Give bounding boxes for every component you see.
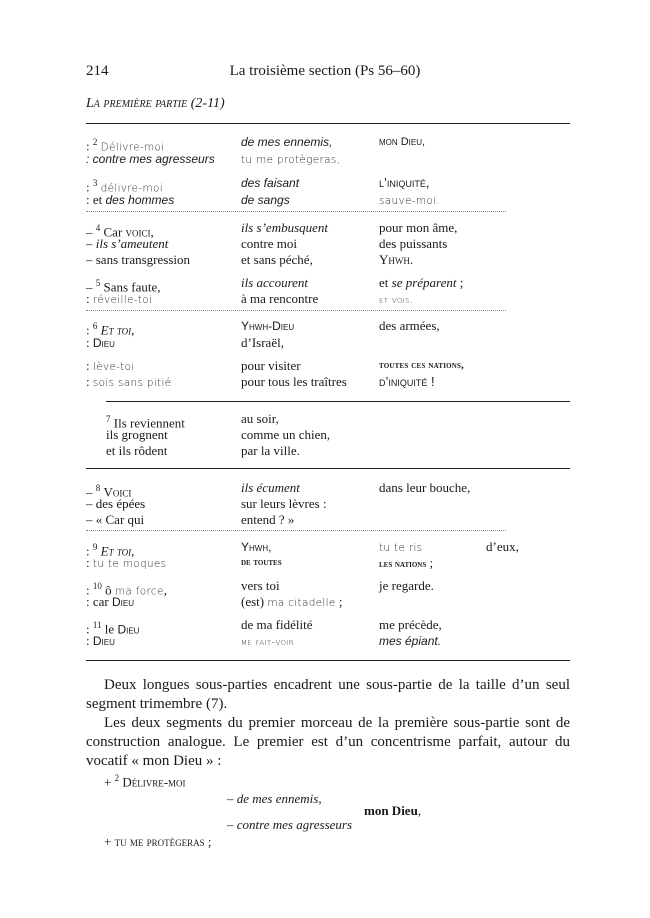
verse-8-col2: ils écument	[241, 480, 300, 495]
cell-text: Ils reviennent	[113, 415, 185, 431]
cell-text: Dieu	[117, 622, 140, 637]
example-line-5	[104, 834, 211, 850]
verse-number: 6	[92, 321, 98, 331]
verse-7b-col1: ils grognent	[106, 427, 168, 442]
row-marker: :	[86, 543, 93, 559]
cell-text: ma force	[114, 585, 164, 598]
paragraph: Deux longues sous-parties encadrent une sous-partie de la taille d’un seul segment trimembre (7).	[86, 677, 570, 712]
verse-3b-col2: de sangs	[241, 193, 290, 207]
cell-text: ma citadelle	[267, 597, 336, 609]
row-marker: +	[104, 774, 115, 790]
row-marker: :	[86, 555, 93, 570]
verse-6d-col3: d’iniquité !	[379, 374, 435, 389]
verse-4b-col3: des puissants	[379, 236, 448, 251]
verse-3-col3: l’iniquité,	[379, 175, 430, 190]
cell-text: tu me protègeras	[114, 834, 205, 849]
verse-3b-col1	[86, 192, 174, 208]
verse-4b-col2: contre moi	[241, 236, 297, 251]
cell-text: se préparent	[391, 275, 457, 290]
cell-text: le	[104, 621, 118, 637]
verse-4b-col1: – ils s’ameutent	[86, 236, 169, 251]
verse-4c-col3: Yhwh.	[379, 252, 414, 267]
verse-11b-col2: me fait-voir	[241, 636, 294, 648]
verse-6c-col1	[86, 358, 135, 375]
verse-9b-col2: de toutes	[241, 557, 282, 568]
commentary-text	[86, 676, 570, 771]
cell-text: Dieu	[92, 336, 115, 350]
verse-8c-col2: entend ? »	[241, 512, 295, 527]
verse-10-col2: vers toi	[241, 578, 280, 593]
verse-9b-col1	[86, 555, 166, 572]
verse-9b-col3	[379, 555, 433, 573]
verse-3-col2: des faisant	[241, 176, 300, 190]
cell-text: des hommes	[105, 193, 175, 207]
cell-text: les nations	[379, 559, 427, 570]
verse-6d-col2: pour tous les traîtres	[241, 374, 347, 389]
table-top-rule	[86, 123, 570, 124]
cell-text: sois sans pitié	[92, 377, 172, 389]
verse-10b-col2	[241, 594, 343, 611]
running-title: La troisième section (Ps 56–60)	[229, 63, 421, 79]
row-marker: :	[86, 374, 93, 389]
verse-10b-col1	[86, 594, 134, 610]
dotted-separator	[86, 310, 506, 311]
cell-text: voici,	[125, 224, 154, 240]
verse-4-col2: ils s’embusquent	[241, 220, 329, 235]
verse-7c-col2: par la ville.	[241, 443, 300, 458]
verse-8-col3: dans leur bouche,	[379, 480, 471, 495]
verse-7c-col1: et ils rôdent	[106, 443, 168, 458]
cell-text: ;	[335, 594, 343, 609]
cell-text: ;	[426, 555, 434, 570]
verse-5-col2: ils accourent	[241, 275, 309, 290]
row-marker: :	[86, 179, 93, 195]
row-marker: :	[86, 358, 93, 373]
example-line-1	[104, 773, 186, 790]
verse-7b-col2: comme un chien,	[241, 427, 331, 442]
verse-8c-col1: – « Car qui	[86, 512, 145, 527]
cell-text: lève-toi	[92, 361, 135, 373]
verse-2-col3: mon Dieu,	[379, 136, 426, 148]
row-marker: :	[86, 335, 93, 350]
cell-text: ,	[417, 803, 422, 818]
verse-9-col2: Yhwh,	[241, 540, 272, 554]
row-marker: +	[104, 834, 115, 849]
row-marker: : car	[86, 594, 112, 609]
verse-8b-col2: sur leurs lèvres :	[241, 496, 327, 511]
cell-text: Dieu	[92, 634, 115, 648]
row-marker: :	[86, 582, 93, 598]
page-number: 214	[86, 63, 109, 79]
verse-2-col2: de mes ennemis,	[241, 135, 333, 149]
cell-text: Et toi,	[100, 543, 135, 559]
paragraph: Les deux segments du premier morceau de la première sous-partie sont de construction analogue. Le premier est d’un concentrisme parfait, autour du vocatif « mon Dieu » :	[86, 715, 570, 769]
verse-number: 8	[95, 483, 101, 493]
verse-2b-col1: : contre mes agresseurs	[86, 152, 215, 166]
verse-8b-col1: – des épées	[86, 496, 146, 511]
verse-11b-col1	[86, 633, 115, 649]
verse-9-col3: tu te ris	[379, 542, 423, 554]
middle-section-top-rule	[106, 401, 570, 402]
row-marker: :	[86, 138, 93, 154]
verse-number: 2	[114, 773, 120, 783]
row-marker: –	[86, 484, 96, 500]
verse-4c-col1: – sans transgression	[86, 252, 190, 267]
cell-text: ;	[456, 275, 464, 290]
part-title: La première partie (2-11)	[86, 96, 225, 111]
cell-text: Dieu	[111, 595, 134, 609]
cell-text: Délivre-moi	[122, 774, 186, 790]
cell-text: mon Dieu	[364, 803, 418, 818]
cell-text: réveille-toi	[92, 294, 153, 306]
middle-section-bottom-rule	[86, 468, 570, 469]
verse-4c-col2: et sans péché,	[241, 252, 313, 267]
verse-11-col3: me précède,	[379, 617, 442, 632]
table-bottom-rule	[86, 660, 570, 661]
verse-6b-col1	[86, 335, 115, 351]
verse-5b-col2: à ma rencontre	[241, 291, 319, 306]
verse-6c-col2: pour visiter	[241, 358, 301, 373]
cell-text: Et toi,	[100, 322, 135, 338]
verse-6d-col1	[86, 374, 171, 391]
verse-number: 10	[92, 581, 102, 591]
cell-text: (est)	[241, 594, 268, 609]
cell-text: et	[379, 275, 392, 290]
row-marker: :	[86, 291, 93, 306]
verse-number: 3	[92, 178, 98, 188]
verse-5-col3	[379, 275, 463, 291]
row-marker: :	[86, 322, 93, 338]
verse-4-col3: pour mon âme,	[379, 220, 458, 235]
verse-11b-col3: mes épiant.	[379, 634, 442, 648]
row-marker: –	[86, 224, 96, 240]
row-marker: :	[86, 621, 93, 637]
row-marker: : et	[86, 192, 106, 207]
dotted-separator	[86, 530, 506, 531]
cell-text: tu te moques	[92, 558, 167, 570]
cell-text: Car	[103, 224, 126, 240]
verse-3b-col3: sauve-moi.	[379, 195, 440, 207]
row-marker: –	[86, 279, 96, 295]
cell-text: délivre-moi	[100, 182, 164, 195]
verse-5b-col3: et vois.	[379, 294, 414, 306]
dotted-separator	[86, 211, 506, 212]
example-line-4: – contre mes agresseurs	[227, 817, 353, 832]
verse-5b-col1	[86, 291, 152, 308]
verse-7-col2: au soir,	[241, 411, 279, 426]
verse-number: 2	[92, 137, 98, 147]
cell-text: ,	[163, 582, 167, 598]
verse-9-col4: d’eux,	[486, 539, 519, 554]
example-line-2: – de mes ennemis,	[227, 791, 322, 806]
cell-text: ;	[204, 834, 212, 849]
verse-6c-col3: toutes ces nations,	[379, 360, 464, 371]
verse-6b-col2: d’Israël,	[241, 335, 284, 350]
verse-11-col2: de ma fidélité	[241, 617, 313, 632]
verse-number: 5	[95, 278, 101, 288]
cell-text: Voici	[103, 484, 132, 500]
verse-6-col3: des armées,	[379, 318, 440, 333]
verse-number: 11	[92, 620, 102, 630]
verse-number: 9	[92, 542, 98, 552]
row-marker: :	[86, 633, 93, 648]
verse-2b-col2: tu me protègeras,	[241, 154, 341, 166]
verse-number: 7	[106, 414, 111, 424]
example-line-3	[364, 803, 421, 819]
cell-text: Délivre-moi	[100, 141, 165, 154]
verse-number: 4	[95, 223, 101, 233]
cell-text: Sans faute,	[103, 279, 161, 295]
verse-6-col2: Yhwh-Dieu	[241, 319, 295, 333]
verse-10-col3: je regarde.	[379, 578, 434, 593]
cell-text: ô	[105, 582, 115, 598]
